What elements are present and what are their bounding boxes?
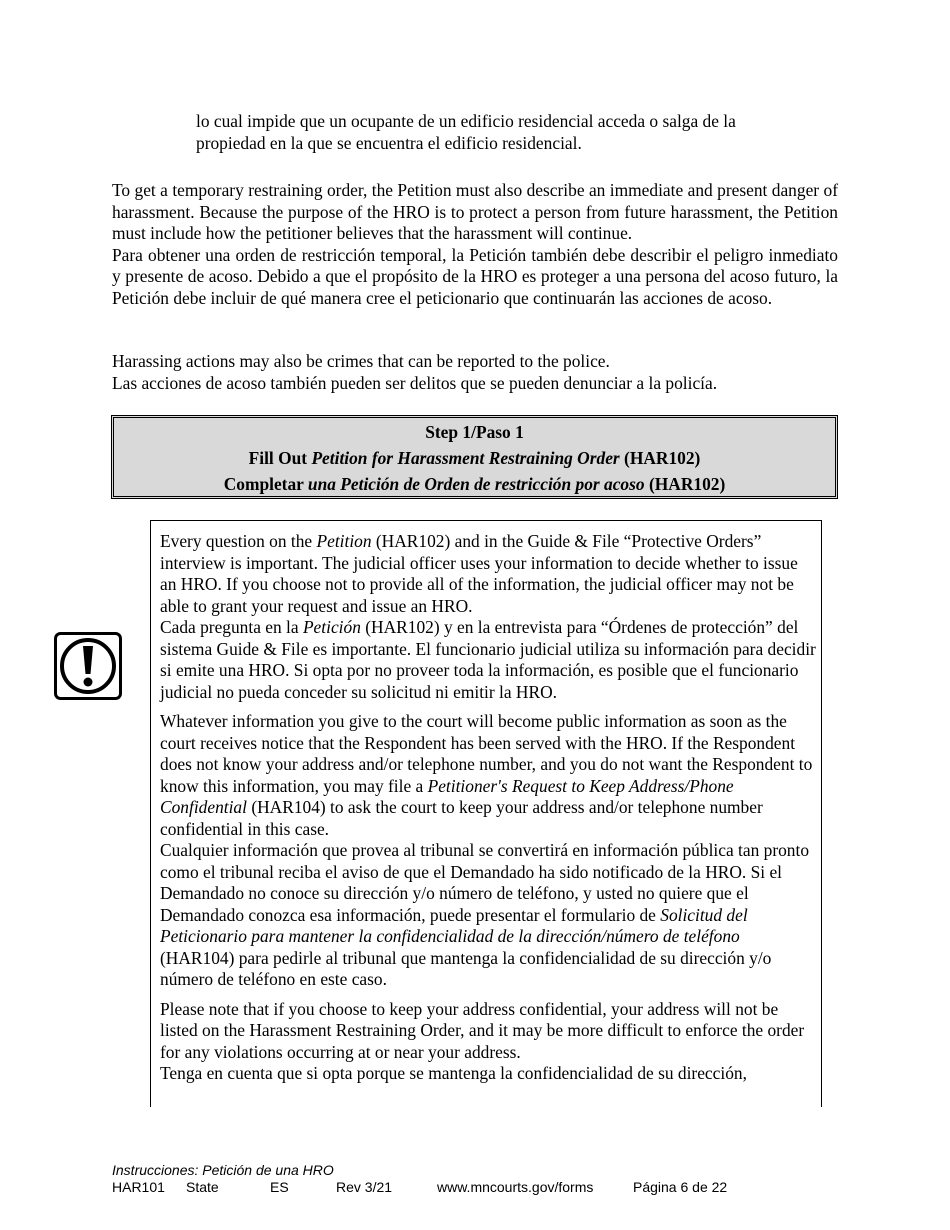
step-1-header xyxy=(111,415,838,499)
crimes-en: Harassing actions may also be crimes that can be reported to the police. xyxy=(112,351,610,371)
important-info-box xyxy=(150,520,822,1107)
confidential-es: Tenga en cuenta que si opta porque se mantenga la confidencialidad de su dirección, xyxy=(160,1063,747,1083)
footer-revision: Rev 3/21 xyxy=(336,1179,393,1195)
exclamation-warning-icon xyxy=(54,632,122,700)
temporary-order-paragraph xyxy=(112,180,838,309)
info-block-confidential xyxy=(160,999,816,1085)
step-title-es: Completar una Petición de Orden de restricción por acoso (HAR102) xyxy=(223,474,726,494)
public-en: Whatever information you give to the court will become public information as soon as the court receives notice that the Respondent has been served with the HRO. If the Respondent does not know your address and/or telephone number, and you do not want the Respondent to know this information, you may file a Petitioner's Request to Keep Address/Phone Confidential (HAR104) to ask the court to keep your address and/or telephone number confidential in this case. xyxy=(160,711,813,839)
footer-language: ES xyxy=(270,1179,289,1195)
footer-state: State xyxy=(186,1179,219,1195)
step-title-en: Fill Out Petition for Harassment Restraining Order (HAR102) xyxy=(248,448,701,468)
public-es: Cualquier información que provea al tribunal se convertirá en información pública tan pronto como el tribunal reciba el aviso de que el Demandado ha sido notificado de la HRO. Si el Demandado no conoce su dirección y/o número de teléfono, y usted no quiere que el Demandado conozca esa información, puede presentar el formulario de Solicitud del Peticionario para mantener la confidencialidad de la dirección/número de teléfono (HAR104) para pedirle al tribunal que mantenga la confidencialidad de su dirección y/o número de teléfono en este caso. xyxy=(160,840,810,989)
confidential-en: Please note that if you choose to keep your address confidential, your address will not be listed on the Harassment Restraining Order, and it may be more difficult to enforce the order for any violations occurring at or near your address. xyxy=(160,998,805,1062)
crimes-es: Las acciones de acoso también pueden ser delitos que se pueden denunciar a la policía. xyxy=(112,372,718,393)
info-block-public xyxy=(160,711,816,991)
step-heading: Step 1/Paso 1 xyxy=(425,422,524,442)
questions-es: Cada pregunta en la Petición (HAR102) y en la entrevista para “Órdenes de protección” del sistema Guide & File es importante. El funcionario judicial utiliza su información para decidir si emite una HRO. Si opta por no proveer toda la información, es posible que el funcionario judicial no pueda conceder su solicitud ni emitir la HRO. xyxy=(160,617,816,702)
temporary-order-en: To get a temporary restraining order, the Petition must also describe an immediate and present danger of harassment. Because the purpose of the HRO is to protect a person from future harassment, the Petition must include how the petitioner believes that the harassment will continue. xyxy=(112,180,838,243)
page-footer xyxy=(112,1162,812,1197)
continuation-text: lo cual impide que un ocupante de un edificio residencial acceda o salga de la propiedad en la que se encuentra el edificio residencial. xyxy=(196,111,736,153)
footer-page-number: Página 6 de 22 xyxy=(633,1179,728,1195)
crimes-paragraph xyxy=(112,351,838,394)
footer-url: www.mncourts.gov/forms xyxy=(437,1179,594,1195)
footer-form-code: HAR101 xyxy=(112,1179,165,1195)
footer-title: Instrucciones: Petición de una HRO xyxy=(112,1162,334,1178)
questions-en: Every question on the Petition (HAR102) and in the Guide & File “Protective Orders” interview is important. The judicial officer uses your information to decide whether to issue an HRO. If you choose not to provide all of the information, the judicial officer may not be able to grant your request and issue an HRO. xyxy=(160,531,798,616)
temporary-order-es: Para obtener una orden de restricción temporal, la Petición también debe describir el peligro inmediato y presente de acoso. Debido a que el propósito de la HRO es proteger a una persona del acoso futuro, la Petición debe incluir de qué manera cree el peticionario que continuarán las acciones de acoso. xyxy=(112,244,838,308)
info-block-questions xyxy=(160,531,816,703)
